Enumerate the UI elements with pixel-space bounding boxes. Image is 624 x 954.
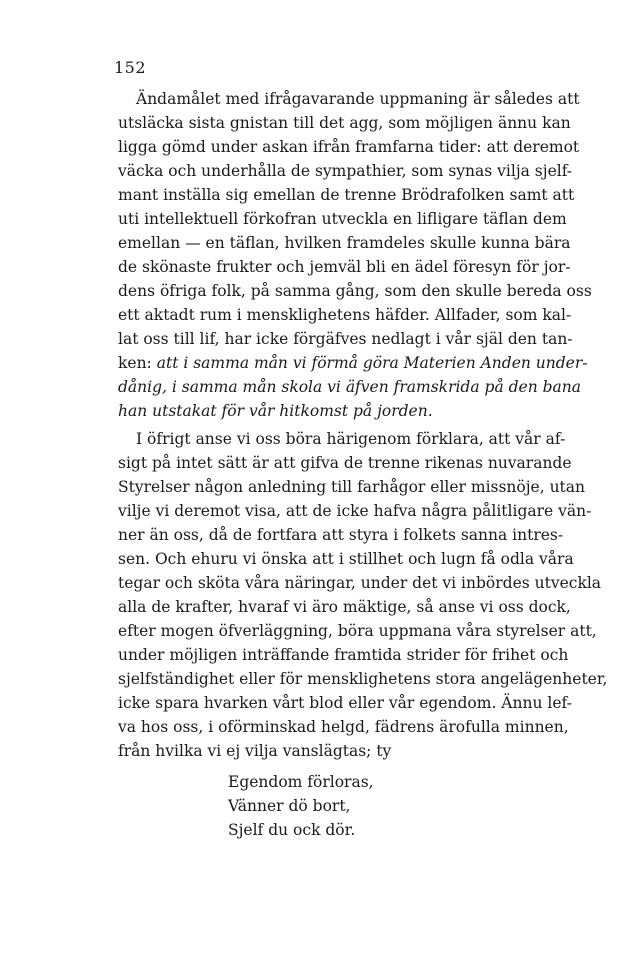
text-line: Styrelser någon anledning till farhågor eller missnöje, utan <box>118 478 586 496</box>
text-line: efter mogen öfverläggning, böra uppmana våra styrelser att, <box>118 622 597 640</box>
text-line: sen. Och ehuru vi önska att i stillhet och lugn få odla våra <box>118 550 574 568</box>
text-line: ligga gömd under askan ifrån framfarna tider: att deremot <box>118 138 580 156</box>
text-line: sjelfständighet eller för mensklighetens stora angelägenheter, <box>118 670 608 688</box>
text-line <box>118 352 588 375</box>
text-line: tegar och sköta våra näringar, under det vi inbördes utveckla <box>118 574 602 592</box>
verse-line: Vänner dö bort, <box>228 797 351 815</box>
text-line: utsläcka sista gnistan till det agg, som möjligen ännu kan <box>118 114 571 132</box>
italic-text: han utstakat för vår hitkomst på jorden. <box>118 402 433 420</box>
text-line: uti intellektuell förkofran utveckla en lifligare täflan dem <box>118 210 567 228</box>
verse-line: Sjelf du ock dör. <box>228 821 356 839</box>
text-line: emellan — en täflan, hvilken framdeles skulle kunna bära <box>118 234 571 252</box>
text-line: från hvilka vi ej vilja vanslägtas; ty <box>118 742 392 760</box>
text-line <box>118 400 522 423</box>
page-number: 152 <box>114 58 147 77</box>
text-line: väcka och underhålla de sympathier, som synas vilja sjelf- <box>118 162 573 180</box>
text-line: alla de krafter, hvaraf vi äro mäktige, så anse vi oss dock, <box>118 598 571 616</box>
text-line: ner än oss, då de fortfara att styra i folkets sanna intres- <box>118 526 564 544</box>
text-line: dens öfriga folk, på samma gång, som den skulle bereda oss <box>118 282 592 300</box>
italic-text: dånig, i samma mån skola vi äfven framskrida på den bana <box>118 378 582 396</box>
verse-line: Egendom förloras, <box>228 773 374 791</box>
text-line: ett aktadt rum i mensklighetens häfder. Allfader, som kal- <box>118 306 572 324</box>
text-line: vilje vi deremot visa, att de icke hafva några pålitligare vän- <box>118 502 592 520</box>
text-line: de skönaste frukter och jemväl bli en ädel föresyn för jor- <box>118 258 571 276</box>
text-line: icke spara hvarken vårt blod eller vår egendom. Ännu lef- <box>118 694 572 712</box>
text-line: mant inställa sig emellan de trenne Brödrafolken samt att <box>118 186 575 204</box>
text-line <box>118 376 582 399</box>
text-line: I öfrigt anse vi oss böra härigenom förklara, att vår af- <box>136 430 566 448</box>
text-line: Ändamålet med ifrågavarande uppmaning är således att <box>136 90 580 108</box>
line-plain-text: ken: <box>118 354 152 372</box>
text-line: lat oss till lif, har icke förgäfves nedlagt i vår själ den tan- <box>118 330 573 348</box>
italic-text: att i samma mån vi förmå göra Materien Anden under- <box>156 354 588 372</box>
text-line: sigt på intet sätt är att gifva de trenne rikenas nuvarande <box>118 454 572 472</box>
text-line: va hos oss, i oförminskad helgd, fädrens ärofulla minnen, <box>118 718 569 736</box>
text-line: under möjligen inträffande framtida strider för frihet och <box>118 646 569 664</box>
